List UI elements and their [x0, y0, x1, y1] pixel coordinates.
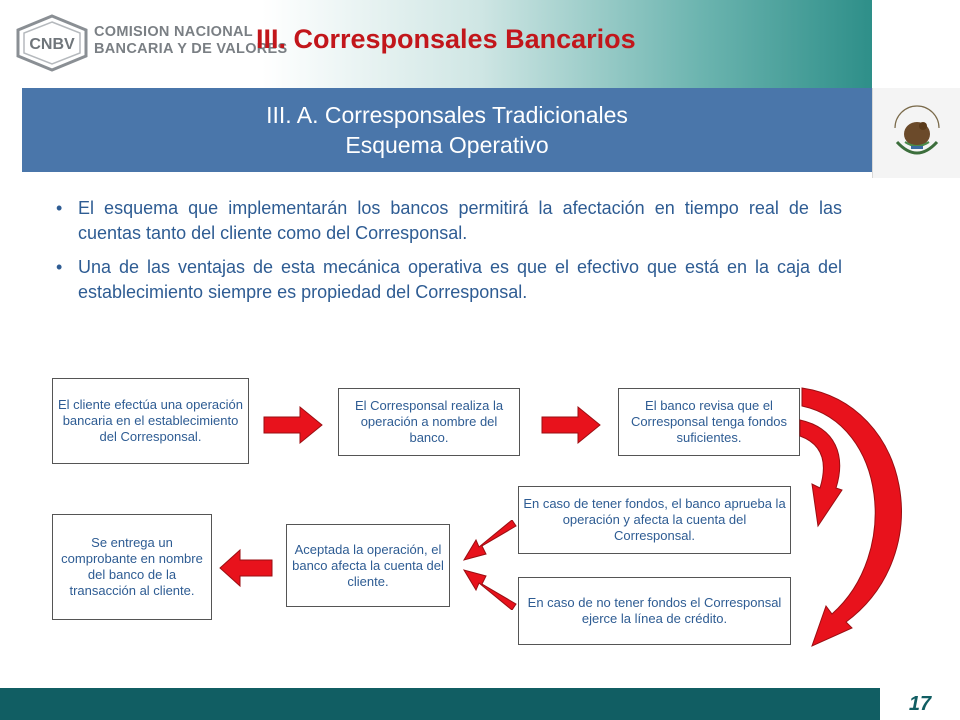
- subtitle-line1: III. A. Corresponsales Tradicionales: [266, 102, 628, 128]
- subtitle-band: [22, 88, 872, 172]
- bullet-marker: •: [56, 257, 63, 277]
- org-line2: BANCARIA Y DE VALORES: [94, 41, 288, 57]
- arrow-left-icon: [218, 548, 274, 588]
- bullet-text: El esquema que implementarán los bancos permitirá la afectación en tiempo real de las cuentas tanto del cliente como del Corresponsal.: [78, 198, 842, 243]
- bullet-list: [56, 196, 842, 314]
- arrow-diagonal-left-down-icon: [462, 520, 518, 564]
- step-with-funds-box: En caso de tener fondos, el banco aprueba la operación y afecta la cuenta del Corresponsal.: [518, 486, 791, 554]
- org-line1: COMISION NACIONAL: [94, 24, 253, 40]
- page-number: 17: [880, 688, 960, 720]
- crest-box: [872, 88, 960, 178]
- header-right-blank: [872, 0, 960, 88]
- bullet-marker: •: [56, 198, 63, 218]
- arrow-right-icon: [540, 404, 602, 446]
- arrow-right-icon: [262, 404, 324, 446]
- footer-band: [0, 688, 960, 720]
- bullet-item: [56, 196, 842, 246]
- subtitle-line2: Esquema Operativo: [345, 132, 549, 158]
- logo-text: CNBV: [29, 36, 75, 53]
- cnbv-logo: [14, 14, 90, 72]
- step-corresponsal-box: El Corresponsal realiza la operación a nombre del banco.: [338, 388, 520, 456]
- step-bank-review-box: El banco revisa que el Corresponsal tenga fondos suficientes.: [618, 388, 800, 456]
- step-receipt-box: Se entrega un comprobante en nombre del banco de la transacción al cliente.: [52, 514, 212, 620]
- bullet-item: [56, 255, 842, 305]
- step-client-operation-box: El cliente efectúa una operación bancaria en el establecimiento del Corresponsal.: [52, 378, 249, 464]
- curved-arrows-icon: [790, 384, 930, 660]
- step-no-funds-box: En caso de no tener fondos el Corresponsal ejerce la línea de crédito.: [518, 577, 791, 645]
- step-accepted-box: Aceptada la operación, el banco afecta la cuenta del cliente.: [286, 524, 450, 607]
- arrow-diagonal-left-up-icon: [462, 566, 518, 610]
- page-title: III. Corresponsales Bancarios: [256, 24, 636, 54]
- bullet-text: Una de las ventajas de esta mecánica operativa es que el efectivo que está en la caja del establecimiento siempre es propiedad del Corresponsal.: [78, 257, 842, 302]
- mexico-crest-icon: [887, 98, 947, 168]
